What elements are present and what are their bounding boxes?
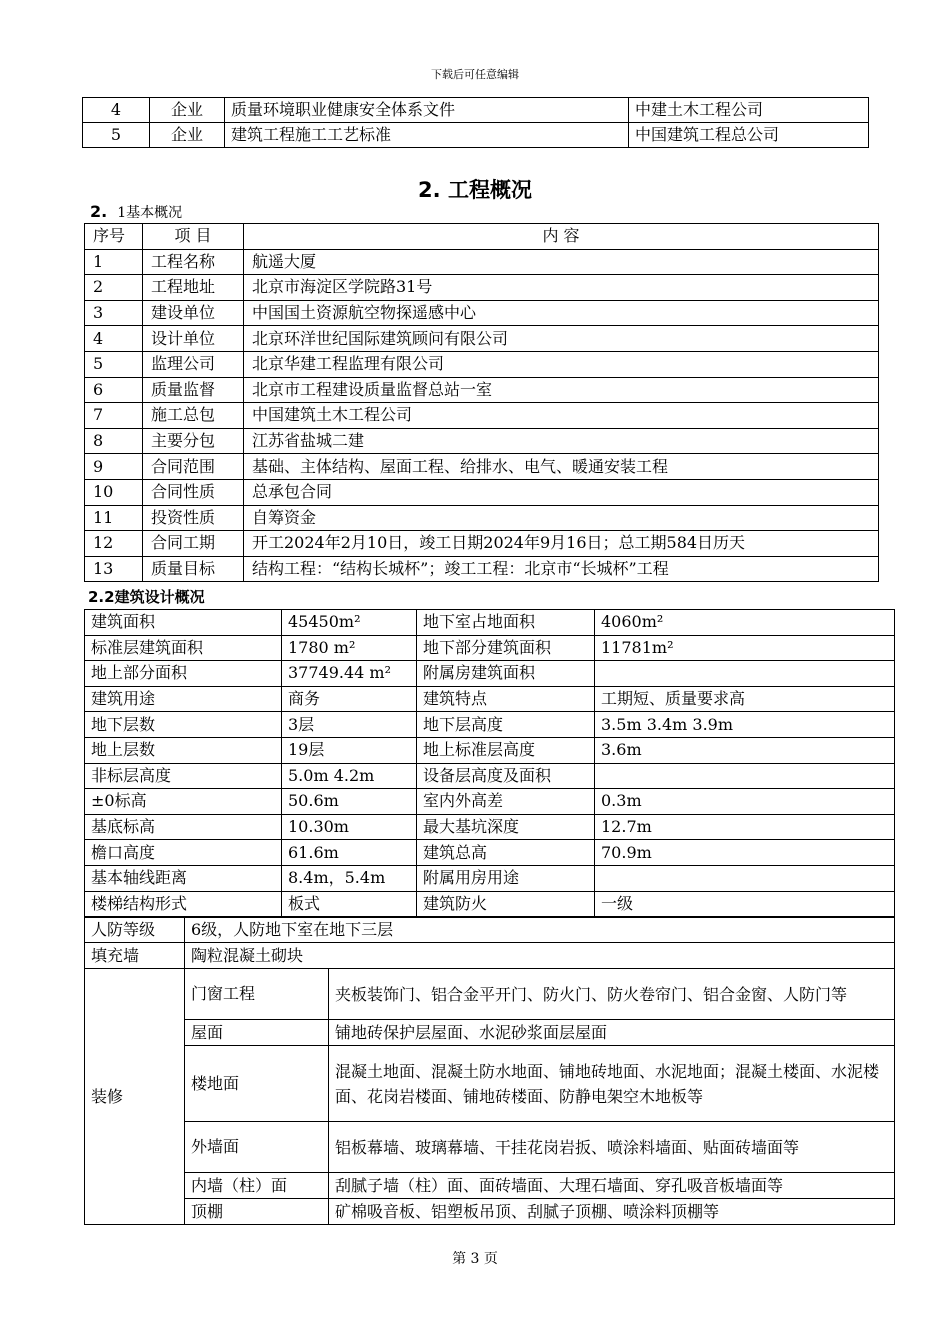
table-cell: 地下部分建筑面积 <box>417 635 595 661</box>
table-cell: 4 <box>83 98 150 123</box>
table-cell: 12 <box>85 531 143 557</box>
design-info-table <box>84 609 895 917</box>
table-cell: 建筑面积 <box>85 610 282 636</box>
table-row <box>85 686 895 712</box>
table-row <box>85 610 895 636</box>
table-cell: 建筑防火 <box>417 891 595 917</box>
table-cell: 中建土木工程公司 <box>629 98 869 123</box>
table-cell: 地下室占地面积 <box>417 610 595 636</box>
table-cell: 企业 <box>150 98 225 123</box>
decoration-item-name: 外墙面 <box>185 1122 329 1173</box>
table-row <box>85 891 895 917</box>
table-cell: 建筑工程施工工艺标准 <box>225 123 629 148</box>
table-cell: 建筑总高 <box>417 840 595 866</box>
table-row <box>85 479 879 505</box>
table-cell: 附属房建筑面积 <box>417 661 595 687</box>
infill-wall-label: 填充墙 <box>85 943 185 969</box>
table-cell: 10.30m <box>282 814 417 840</box>
decoration-item-name: 楼地面 <box>185 1046 329 1122</box>
table-cell: 2 <box>85 275 143 301</box>
decoration-label: 装修 <box>85 969 185 1225</box>
table-cell: 江苏省盐城二建 <box>244 428 879 454</box>
table-row <box>85 377 879 403</box>
table-row <box>85 531 879 557</box>
table-cell: 自筹资金 <box>244 505 879 531</box>
section-basic-heading <box>90 202 182 222</box>
table-cell: 1780 m² <box>282 635 417 661</box>
header-cell: 项 目 <box>143 224 244 250</box>
table-cell: 61.6m <box>282 840 417 866</box>
table-cell: 质量环境职业健康安全体系文件 <box>225 98 629 123</box>
table-row <box>85 403 879 429</box>
table-cell: 70.9m <box>595 840 895 866</box>
table-cell: 建筑特点 <box>417 686 595 712</box>
table-cell: 建设单位 <box>143 300 244 326</box>
table-cell <box>595 865 895 891</box>
page-title: 2. 工程概况 <box>418 178 532 202</box>
decoration-item-name: 屋面 <box>185 1020 329 1046</box>
table-cell: 12.7m <box>595 814 895 840</box>
table-cell: 基础、主体结构、屋面工程、给排水、电气、暖通安装工程 <box>244 454 879 480</box>
civil-defense-label: 人防等级 <box>85 918 185 943</box>
table-row <box>85 840 895 866</box>
table-cell: 结构工程：“结构长城杯”；竣工工程：北京市“长城杯”工程 <box>244 556 879 582</box>
table-cell: 3层 <box>282 712 417 738</box>
table-cell: 企业 <box>150 123 225 148</box>
infill-wall-row <box>85 943 895 969</box>
table-cell: 8 <box>85 428 143 454</box>
table-row <box>85 556 879 582</box>
decoration-item-value: 刮腻子墙（柱）面、面砖墙面、大理石墙面、穿孔吸音板墙面等 <box>329 1173 895 1199</box>
table-cell: 8.4m，5.4m <box>282 865 417 891</box>
table-cell <box>595 763 895 789</box>
table-cell: 5 <box>85 351 143 377</box>
table-cell <box>595 661 895 687</box>
table-row <box>85 275 879 301</box>
table-cell: 11 <box>85 505 143 531</box>
table-cell: 主要分包 <box>143 428 244 454</box>
table-cell: 5 <box>83 123 150 148</box>
table-cell: 工期短、质量要求高 <box>595 686 895 712</box>
table-cell: 4 <box>85 326 143 352</box>
table-cell: 航遥大厦 <box>244 249 879 275</box>
table-cell: 施工总包 <box>143 403 244 429</box>
table-cell: 非标层高度 <box>85 763 282 789</box>
table-cell: 监理公司 <box>143 351 244 377</box>
table-row <box>85 865 895 891</box>
decoration-row <box>85 1122 895 1173</box>
table-row <box>85 635 895 661</box>
header-cell: 内 容 <box>244 224 879 250</box>
table-cell: 1 <box>85 249 143 275</box>
table-cell: 合同性质 <box>143 479 244 505</box>
table-cell: 19层 <box>282 737 417 763</box>
page-header: 下载后可任意编辑 <box>431 68 519 81</box>
table-cell: 6 <box>85 377 143 403</box>
table-row <box>85 300 879 326</box>
table-row <box>85 249 879 275</box>
decoration-item-value: 混凝土地面、混凝土防水地面、铺地砖地面、水泥地面；混凝土楼面、水泥楼面、花岗岩楼面、铺地砖楼面、防静电架空木地板等 <box>329 1046 895 1122</box>
table-cell: 设备层高度及面积 <box>417 763 595 789</box>
decoration-row <box>85 1020 895 1046</box>
table-cell: 标准层建筑面积 <box>85 635 282 661</box>
table-cell: 中国建筑土木工程公司 <box>244 403 879 429</box>
table-cell: 商务 <box>282 686 417 712</box>
table-cell: 檐口高度 <box>85 840 282 866</box>
table-cell: 北京市工程建设质量监督总站一室 <box>244 377 879 403</box>
table-cell: ±0标高 <box>85 789 282 815</box>
decoration-item-value: 夹板装饰门、铝合金平开门、防火门、防火卷帘门、铝合金窗、人防门等 <box>329 969 895 1020</box>
table-cell: 工程名称 <box>143 249 244 275</box>
table-cell: 楼梯结构形式 <box>85 891 282 917</box>
decoration-item-value: 矿棉吸音板、铝塑板吊顶、刮腻子顶棚、喷涂料顶棚等 <box>329 1199 895 1225</box>
decoration-row <box>85 1199 895 1225</box>
table-cell: 北京环洋世纪国际建筑顾问有限公司 <box>244 326 879 352</box>
table-cell: 北京华建工程监理有限公司 <box>244 351 879 377</box>
table-row <box>85 505 879 531</box>
table-row <box>85 428 879 454</box>
table-cell: 建筑用途 <box>85 686 282 712</box>
section-design-heading: 2.2建筑设计概况 <box>88 588 205 606</box>
table-cell: 合同工期 <box>143 531 244 557</box>
header-cell: 序号 <box>85 224 143 250</box>
basic-info-table <box>84 223 879 582</box>
table-row <box>85 763 895 789</box>
table-row <box>85 814 895 840</box>
table-cell: 质量目标 <box>143 556 244 582</box>
table-cell: 地下层数 <box>85 712 282 738</box>
table-cell: 50.6m <box>282 789 417 815</box>
decoration-row <box>85 969 895 1020</box>
table-cell: 37749.44 m² <box>282 661 417 687</box>
table-row <box>85 326 879 352</box>
table-cell: 工程地址 <box>143 275 244 301</box>
table-cell: 开工2024年2月10日，竣工日期2024年9月16日；总工期584日历天 <box>244 531 879 557</box>
table-cell: 设计单位 <box>143 326 244 352</box>
table-cell: 投资性质 <box>143 505 244 531</box>
infill-wall-value: 陶粒混凝土砌块 <box>185 943 895 969</box>
table-row <box>83 98 869 123</box>
table-cell: 13 <box>85 556 143 582</box>
table-cell: 3 <box>85 300 143 326</box>
table-cell: 中国国土资源航空物探遥感中心 <box>244 300 879 326</box>
table-cell: 北京市海淀区学院路31号 <box>244 275 879 301</box>
table-header-row <box>85 224 879 250</box>
table-cell: 附属用房用途 <box>417 865 595 891</box>
table-cell: 基本轴线距离 <box>85 865 282 891</box>
table-cell: 10 <box>85 479 143 505</box>
table-row <box>85 789 895 815</box>
section-label: 1基本概况 <box>117 205 183 221</box>
table-cell: 板式 <box>282 891 417 917</box>
decoration-item-value: 铺地砖保护层屋面、水泥砂浆面层屋面 <box>329 1020 895 1046</box>
decoration-item-name: 顶棚 <box>185 1199 329 1225</box>
table-row <box>85 351 879 377</box>
table-cell: 中国建筑工程总公司 <box>629 123 869 148</box>
section-number: 2. <box>90 202 108 221</box>
table-cell: 室内外高差 <box>417 789 595 815</box>
table-cell: 7 <box>85 403 143 429</box>
table-cell: 总承包合同 <box>244 479 879 505</box>
table-cell: 地上层数 <box>85 737 282 763</box>
table-cell: 9 <box>85 454 143 480</box>
decoration-item-name: 内墙（柱）面 <box>185 1173 329 1199</box>
decoration-item-value: 铝板幕墙、玻璃幕墙、干挂花岗岩扳、喷涂料墙面、贴面砖墙面等 <box>329 1122 895 1173</box>
table-row <box>85 454 879 480</box>
table-row <box>85 712 895 738</box>
table-cell: 地下层高度 <box>417 712 595 738</box>
table-row <box>85 737 895 763</box>
table-row <box>85 661 895 687</box>
table-cell: 45450m² <box>282 610 417 636</box>
table-cell: 质量监督 <box>143 377 244 403</box>
table-cell: 合同范围 <box>143 454 244 480</box>
table-cell: 最大基坑深度 <box>417 814 595 840</box>
table-cell: 基底标高 <box>85 814 282 840</box>
table-cell: 地上标准层高度 <box>417 737 595 763</box>
table-cell: 3.6m <box>595 737 895 763</box>
decoration-row <box>85 1046 895 1122</box>
decoration-item-name: 门窗工程 <box>185 969 329 1020</box>
decoration-row <box>85 1173 895 1199</box>
civil-defense-row <box>85 918 895 943</box>
civil-defense-value: 6级，人防地下室在地下三层 <box>185 918 895 943</box>
table-cell: 地上部分面积 <box>85 661 282 687</box>
table-cell: 0.3m <box>595 789 895 815</box>
decoration-table <box>84 917 895 1225</box>
table-cell: 一级 <box>595 891 895 917</box>
table-cell: 5.0m 4.2m <box>282 763 417 789</box>
table-cell: 11781m² <box>595 635 895 661</box>
table-cell: 4060m² <box>595 610 895 636</box>
table-row <box>83 123 869 148</box>
reference-table <box>82 97 869 148</box>
table-cell: 3.5m 3.4m 3.9m <box>595 712 895 738</box>
page-number: 第 3 页 <box>452 1251 498 1267</box>
